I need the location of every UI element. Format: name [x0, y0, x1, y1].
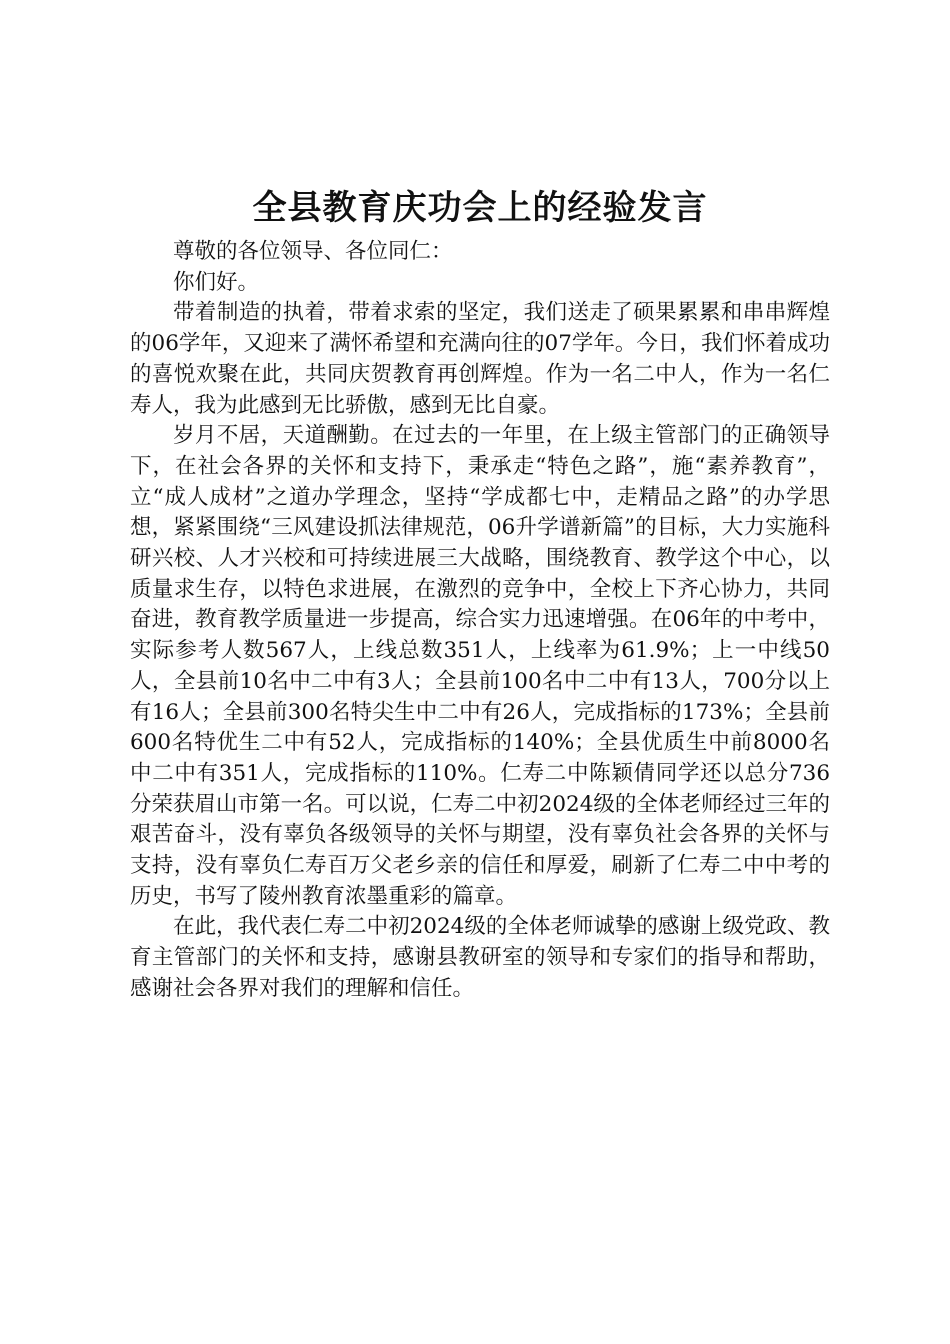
document-body: [130, 237, 830, 1005]
document-title: 全县教育庆功会上的经验发言: [252, 188, 708, 228]
paragraph-achievements: 岁月不居，天道酬勤。在过去的一年里，在上级主管部门的正确领导下，在社会各界的关怀和支持下，秉承走“特色之路”，施“素养教育”，立“成人成材”之道办学理念，坚持“学成都七中，走精品之路”的办学思想，紧紧围绕“三风建设抓法律规范，06升学谱新篇”的目标，大力实施科研兴校、人才兴校和可持续进展三大战略，围绕教育、教学这个中心，以质量求生存，以特色求进展，在激烈的竞争中，全校上下齐心协力，共同奋进，教育教学质量进一步提高，综合实力迅速增强。在06年的中考中，实际参考人数567人，上线总数351人，上线率为61.9%；上一中线50人，全县前10名中二中有3人；全县前100名中二中有13人，700分以上有16人；全县前300名特尖生中二中有26人，完成指标的173%；全县前600名特优生二中有52人，完成指标的140%；全县优质生中前8000名中二中有351人，完成指标的110%。仁寿二中陈颖倩同学还以总分736分荣获眉山市第一名。可以说，仁寿二中初2024级的全体老师经过三年的艰苦奋斗，没有辜负各级领导的关怀与期望，没有辜负社会各界的关怀与支持，没有辜负仁寿百万父老乡亲的信任和厚爱，刷新了仁寿二中中考的历史，书写了陵州教育浓墨重彩的篇章。: [130, 423, 830, 909]
salutation: 尊敬的各位领导、各位同仁：: [173, 239, 453, 264]
paragraph-thanks: 在此，我代表仁寿二中初2024级的全体老师诚挚的感谢上级党政、教育主管部门的关怀和支持，感谢县教研室的领导和专家们的指导和帮助，感谢社会各界对我们的理解和信任。: [130, 914, 830, 1001]
paragraph-intro: 带着制造的执着，带着求索的坚定，我们送走了硕果累累和串串辉煌的06学年，又迎来了满怀希望和充满向往的07学年。今日，我们怀着成功的喜悦欢聚在此，共同庆贺教育再创辉煌。作为一名二中人，作为一名仁寿人，我为此感到无比骄傲，感到无比自豪。: [130, 300, 830, 418]
greeting: 你们好。: [173, 269, 260, 295]
